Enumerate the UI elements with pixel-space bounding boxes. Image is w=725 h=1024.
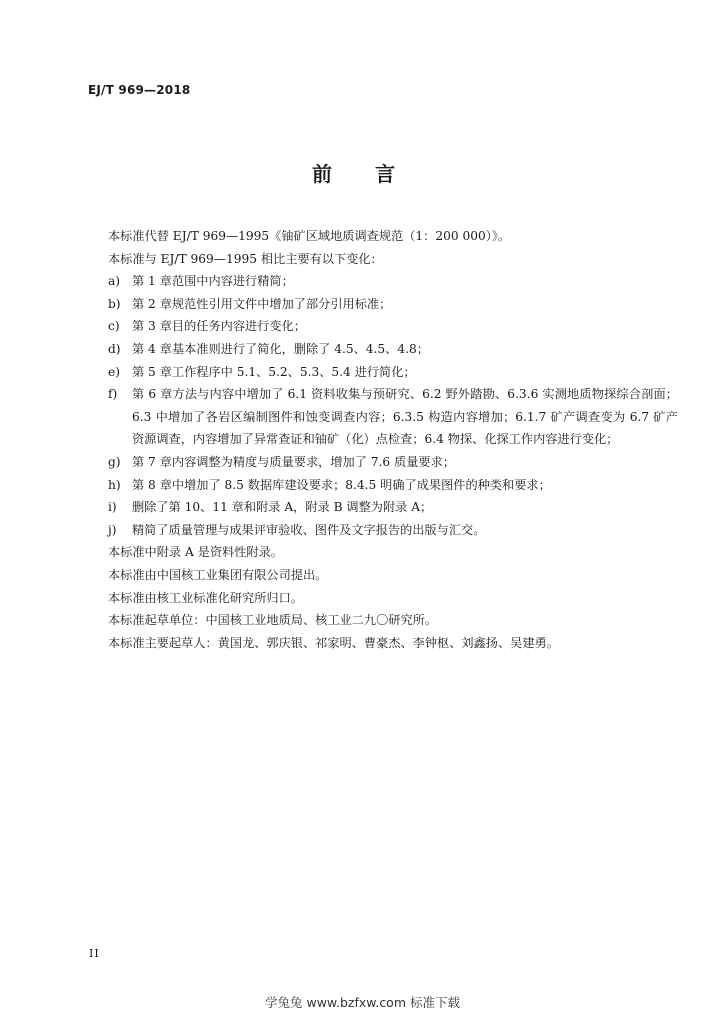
list-marker: j) (108, 522, 117, 537)
list-text: 第 3 章目的任务内容进行变化； (132, 319, 306, 334)
list-item (108, 383, 678, 451)
closing-paragraph: 本标准主要起草人：黄国龙、郭庆银、祁家明、曹豪杰、李钟枢、刘鑫扬、吴建勇。 (108, 635, 559, 650)
page-number: II (89, 947, 100, 960)
standard-code: EJ/T 969—2018 (88, 83, 191, 97)
list-text: 第 1 章范围中内容进行精简； (132, 274, 294, 289)
list-item (108, 293, 678, 316)
list-item (108, 338, 678, 361)
watermark-text: 学兔兔 www.bzfxw.com 标准下载 (265, 995, 460, 1010)
list-marker: f) (108, 387, 118, 402)
list-item (108, 270, 678, 293)
intro-paragraph: 本标准与 EJ/T 969—1995 相比主要有以下变化： (108, 251, 383, 266)
list-item (108, 496, 678, 519)
page-title: 前 言 (312, 162, 413, 186)
list-marker: h) (108, 477, 121, 492)
list-marker: b) (108, 296, 121, 311)
list-item (108, 519, 678, 542)
list-text: 第 4 章基本准则进行了简化，删除了 4.5、4.5、4.8； (132, 341, 429, 356)
list-text: 精简了质量管理与成果评审验收、图件及文字报告的出版与汇交。 (132, 522, 486, 537)
list-marker: g) (108, 454, 121, 469)
list-text: 第 6 章方法与内容中增加了 6.1 资料收集与预研究、6.2 野外踏勘、6.3.6 实测地质物探综合剖面；6.3 中增加了各岩区编制图件和蚀变调查内容；6.3.5 构造内容增加；6.1.7 矿产调查变为 6.7 矿产资源调查，内容增加了异常查证和铀矿（化）点检查；6.4 物探、化探工作内容进行变化； (132, 387, 678, 447)
foreword-body (108, 225, 678, 654)
intro-paragraph: 本标准代替 EJ/T 969—1995《铀矿区域地质调查规范（1：200 000）》。 (108, 229, 511, 243)
list-text: 第 8 章中增加了 8.5 数据库建设要求；8.4.5 明确了成果图件的种类和要求； (132, 477, 551, 492)
closing-paragraph: 本标准由核工业标准化研究所归口。 (108, 590, 303, 605)
list-marker: d) (108, 341, 121, 356)
closing-paragraph: 本标准中附录 A 是资料性附录。 (108, 545, 283, 560)
list-item (108, 361, 678, 384)
list-item (108, 451, 678, 474)
list-marker: a) (108, 274, 121, 289)
list-text: 第 5 章工作程序中 5.1、5.2、5.3、5.4 进行简化； (132, 364, 416, 379)
list-text: 第 2 章规范性引用文件中增加了部分引用标准； (132, 296, 392, 311)
list-item (108, 474, 678, 497)
list-marker: i) (108, 500, 117, 515)
list-marker: e) (108, 364, 120, 379)
list-text: 第 7 章内容调整为精度与质量要求，增加了 7.6 质量要求； (132, 454, 455, 469)
list-item (108, 315, 678, 338)
list-text: 删除了第 10、11 章和附录 A，附录 B 调整为附录 A； (132, 500, 433, 515)
closing-paragraph: 本标准由中国核工业集团有限公司提出。 (108, 567, 328, 582)
list-marker: c) (108, 319, 120, 334)
closing-paragraph: 本标准起草单位：中国核工业地质局、核工业二九〇研究所。 (108, 613, 438, 628)
